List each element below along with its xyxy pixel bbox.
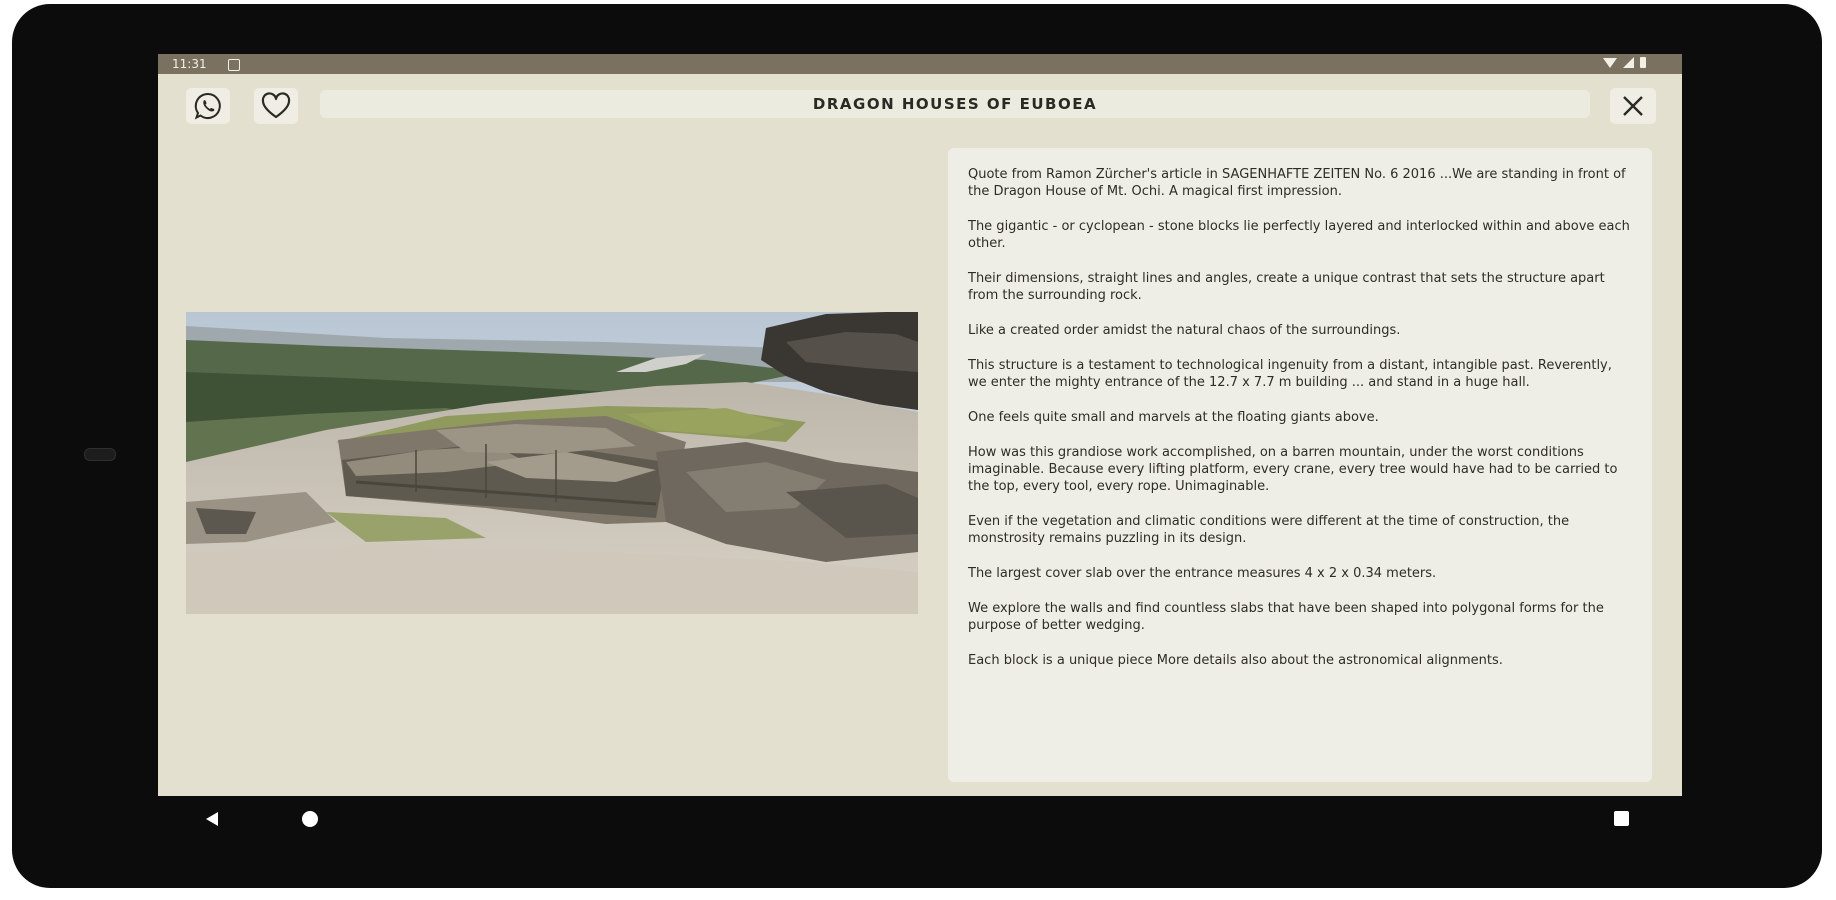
battery-icon (1640, 57, 1646, 68)
title-bar (320, 90, 1590, 118)
status-bar (158, 54, 1682, 74)
article-paragraph: The gigantic - or cyclopean - stone blocks lie perfectly layered and interlocked within and above each other. (968, 219, 1630, 251)
status-time: 11:31 (172, 57, 207, 71)
article-paragraph: How was this grandiose work accomplished, on a barren mountain, under the worst conditions imaginable. Because every lifting platform, every crane, every tree would have had to be carried to the top, every tool, every rope. Unimaginable. (968, 445, 1618, 494)
back-icon[interactable] (206, 812, 218, 826)
article-paragraph: Their dimensions, straight lines and angles, create a unique contrast that sets the structure apart from the surrounding rock. (968, 271, 1605, 303)
whatsapp-share-button[interactable] (186, 88, 230, 124)
article-photo (186, 312, 918, 614)
app-screen (158, 54, 1682, 796)
heart-icon (260, 92, 292, 120)
camera-icon (84, 448, 116, 461)
system-navigation-bar (0, 796, 1836, 840)
article-paragraph: The largest cover slab over the entrance measures 4 x 2 x 0.34 meters. (968, 566, 1437, 581)
toolbar (158, 74, 1682, 142)
article-paragraph: This structure is a testament to technological ingenuity from a distant, intangible past. Reverently, we enter the mighty entrance of the 12.7 x 7.7 m building ... and stand in a huge hall. (968, 358, 1612, 390)
article-text-panel[interactable] (948, 148, 1652, 782)
article-paragraph: We explore the walls and find countless slabs that have been shaped into polygonal forms for the purpose of better wedging. (968, 601, 1604, 633)
signal-icon (1623, 57, 1634, 68)
article-paragraph: One feels quite small and marvels at the floating giants above. (968, 410, 1379, 425)
notification-icon (228, 59, 240, 71)
landscape-photo (186, 312, 918, 614)
close-button[interactable] (1610, 88, 1656, 124)
article-paragraph: Even if the vegetation and climatic conditions were different at the time of construction, the monstrosity remains puzzling in its design. (968, 514, 1570, 546)
home-icon[interactable] (302, 811, 318, 827)
whatsapp-icon (193, 91, 223, 121)
status-icons (1603, 57, 1646, 68)
page-title: DRAGON HOUSES OF EUBOEA (812, 95, 1098, 113)
recents-icon[interactable] (1614, 811, 1629, 826)
wifi-icon (1603, 58, 1617, 68)
article-paragraph: Quote from Ramon Zürcher's article in SAGENHAFTE ZEITEN No. 6 2016 ...We are standing in front of the Dragon House of Mt. Ochi. A magical first impression. (968, 167, 1626, 199)
close-icon (1620, 93, 1646, 119)
article-paragraph: Like a created order amidst the natural chaos of the surroundings. (968, 323, 1401, 338)
favorite-button[interactable] (254, 88, 298, 124)
article-paragraph: Each block is a unique piece More details also about the astronomical alignments. (968, 653, 1503, 668)
